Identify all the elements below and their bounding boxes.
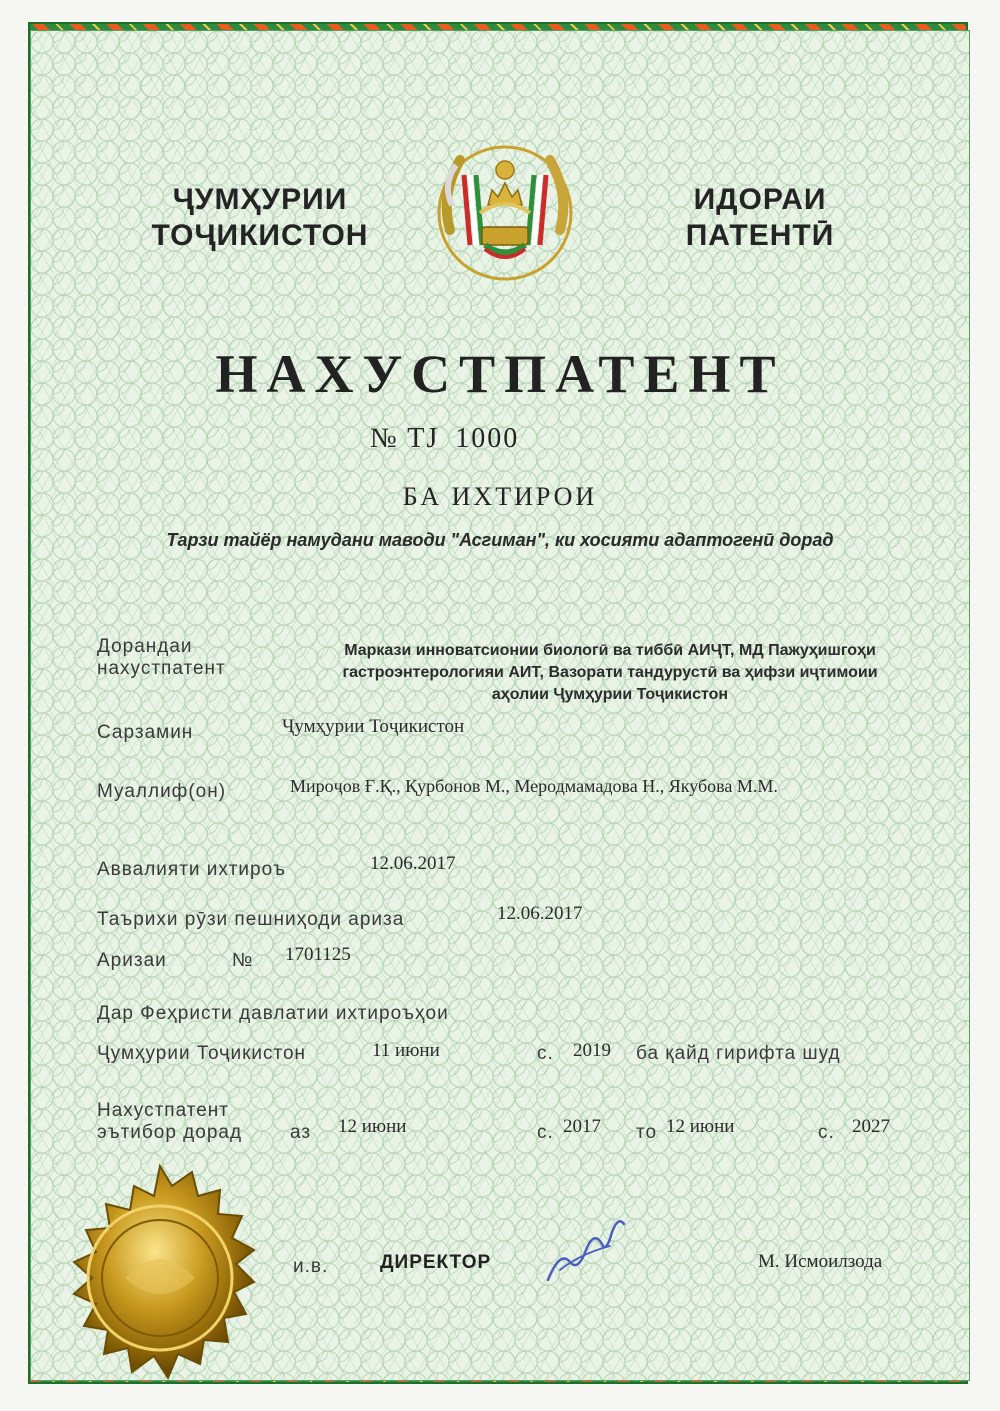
- registry-line1: Дар Феҳристи давлатии ихтироъҳои: [97, 1003, 449, 1024]
- authors-label: Муаллиф(он): [97, 781, 227, 802]
- validity-to-day: 12 июни: [666, 1116, 735, 1137]
- holder-value-line2: гастроэнтерологияи АИТ, Вазорати тандурустӣ ва ҳифзи иҷтимоии: [342, 664, 878, 681]
- handwritten-signature: [540, 1210, 630, 1290]
- director-title: ДИРЕКТОР: [380, 1252, 492, 1273]
- priority-label: Аввалияти ихтироъ: [97, 859, 287, 880]
- document-title: НАХУСТПАТЕНТ: [215, 344, 785, 404]
- registry-day: 11 июни: [372, 1040, 440, 1061]
- holder-label-line1: Дорандаи: [97, 636, 193, 657]
- header-right-line1: ИДОРАИ: [693, 183, 827, 216]
- application-value: 1701125: [285, 944, 351, 965]
- header-left-line1: ҶУМҲУРИИ: [172, 183, 348, 216]
- application-label: Аризаи: [97, 950, 167, 971]
- holder-value-line3: аҳолии Ҷумҳурии Тоҷикистон: [491, 686, 729, 703]
- patent-subtitle: БА ИХТИРОИ: [402, 482, 598, 511]
- invention-title: Тарзи тайёр намудани маводи "Асгиман", ки хосияти адаптогенӣ дорад: [166, 530, 834, 550]
- validity-label: [97, 1100, 242, 1144]
- country-label: Сарзамин: [97, 722, 194, 743]
- header-right: [630, 182, 890, 254]
- registry-year: 2019: [573, 1040, 611, 1061]
- validity-from-year-prefix: с.: [537, 1122, 554, 1143]
- registry-line2-label: Ҷумҳурии Тоҷикистон: [97, 1043, 307, 1064]
- patent-number: [370, 423, 519, 455]
- patent-number-value: 1000: [455, 423, 520, 454]
- gold-seal-icon: [40, 1160, 280, 1400]
- priority-value: 12.06.2017: [370, 853, 456, 874]
- state-emblem-icon: [430, 135, 580, 285]
- holder-value-line1: Маркази инноватсионии биологӣ ва тиббӣ АИҶТ, МД Пажуҳишгоҳи: [344, 642, 876, 659]
- holder-label: [97, 636, 226, 680]
- filing-value: 12.06.2017: [497, 903, 583, 924]
- header-left: [130, 182, 390, 254]
- registry-year-prefix: с.: [537, 1043, 554, 1064]
- validity-label-line1: Нахустпатент: [97, 1100, 229, 1121]
- holder-value: [280, 640, 940, 706]
- application-number-sign: №: [232, 950, 254, 971]
- validity-to-year-prefix: с.: [818, 1122, 835, 1143]
- header-left-line2: ТОҶИКИСТОН: [151, 219, 369, 252]
- header-right-line2: ПАТЕНТӢ: [685, 219, 835, 252]
- holder-label-line2: нахустпатент: [97, 658, 226, 679]
- validity-from-day: 12 июни: [338, 1116, 407, 1137]
- authors-value: Мироҷов Ғ.Қ., Қурбонов М., Меродмамадова Н., Якубова М.М.: [290, 776, 778, 796]
- acting-label: и.в.: [293, 1256, 329, 1277]
- registry-suffix: ба қайд гирифта шуд: [636, 1043, 841, 1064]
- validity-from-year: 2017: [563, 1116, 601, 1137]
- country-value: Ҷумҳурии Тоҷикистон: [282, 716, 465, 737]
- filing-label: Таърихи рӯзи пешниҳоди ариза: [97, 909, 405, 930]
- validity-to-year: 2027: [852, 1116, 890, 1137]
- validity-to-word: то: [636, 1122, 658, 1143]
- validity-label-line2: эътибор дорад: [97, 1122, 243, 1143]
- patent-number-prefix: № TJ: [370, 423, 440, 454]
- director-name: М. Исмоилзода: [758, 1251, 883, 1272]
- validity-from-word: аз: [290, 1122, 312, 1143]
